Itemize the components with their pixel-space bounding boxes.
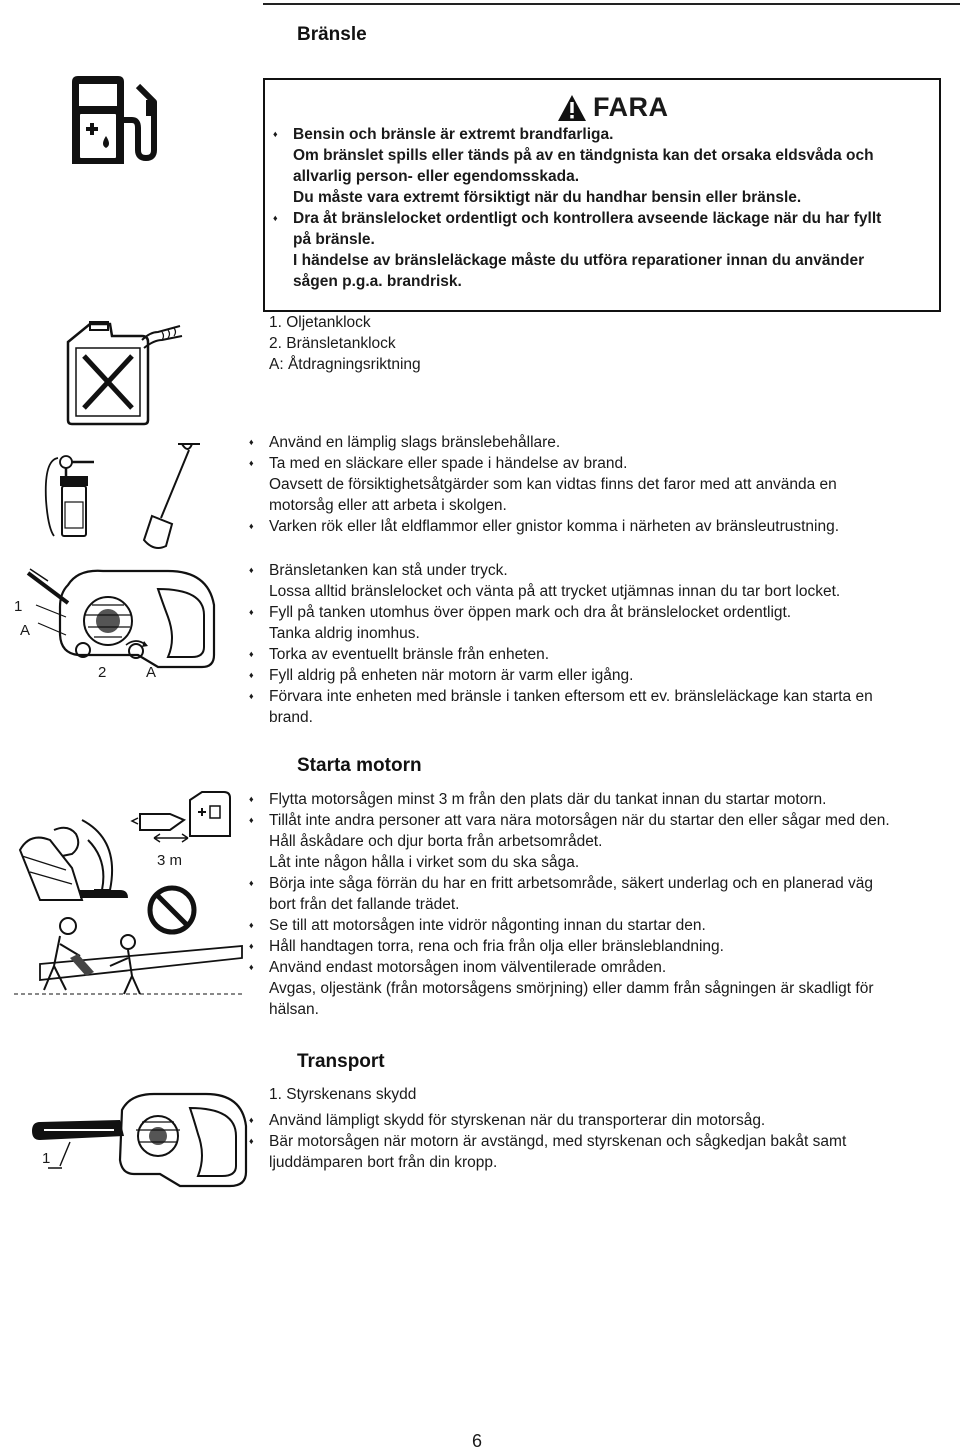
bullet-line: ♦ Bränsletanken kan stå under tryck. xyxy=(269,560,873,581)
danger-line: I händelse av bränsleläckage måste du utföra reparationer innan du använder xyxy=(293,252,865,269)
extinguisher-shovel-illustration xyxy=(36,440,226,555)
starting-distance-illustration xyxy=(10,780,245,1005)
page-number: 6 xyxy=(472,1431,483,1451)
bullet-line: bort från det fallande trädet. xyxy=(269,896,460,913)
figure-label: 1 xyxy=(14,598,23,615)
fuel-legend xyxy=(269,312,421,375)
bullet-line: ♦ Fyll aldrig på enheten när motorn är varm eller igång. xyxy=(269,665,873,686)
bullet-line: Håll åskådare och djur borta från arbetsområdet. xyxy=(269,833,603,850)
bullet-line: brand. xyxy=(269,709,313,726)
danger-line: Om bränslet spills eller tänds på av en tändgnista kan det orsaka eldsvåda och xyxy=(293,147,874,164)
top-rule xyxy=(263,3,960,5)
danger-line: sågen p.g.a. brandrisk. xyxy=(293,273,462,290)
bullet-line: ♦ Använd en lämplig slags bränslebehållare. xyxy=(269,432,839,453)
figure-label: 3 m xyxy=(157,852,183,869)
warning-triangle-icon xyxy=(557,94,587,122)
bullet-line: ♦ Använd endast motorsågen inom välventilerade områden. xyxy=(269,957,890,978)
bullet-line: motorsåg eller att arbeta i skolgen. xyxy=(269,497,507,514)
legend-item: 2. Bränsletanklock xyxy=(269,335,396,352)
figure-label: 1 xyxy=(42,1150,51,1167)
legend-item: 1. Oljetanklock xyxy=(269,314,371,331)
bullet-line: ♦ Förvara inte enheten med bränsle i tanken eftersom ett ev. bränsleläckage kan starta en xyxy=(269,686,873,707)
bullet-line: ♦ Se till att motorsågen inte vidrör någonting innan du startar den. xyxy=(269,915,890,936)
container-precautions xyxy=(269,432,839,537)
bullet-line: ♦ Använd lämpligt skydd för styrskenan när du transporterar din motorsåg. xyxy=(269,1110,846,1131)
fuel-pump-icon xyxy=(68,74,164,166)
figure-label: 2 xyxy=(98,664,107,681)
bullet-line: ♦ Fyll på tanken utomhus över öppen mark och dra åt bränslelocket ordentligt. xyxy=(269,602,873,623)
figure-label: A xyxy=(146,664,157,681)
bullet-line: Låt inte någon hålla i virket som du ska såga. xyxy=(269,854,580,871)
refuel-instructions xyxy=(269,560,873,728)
bullet-line: Oavsett de försiktighetsåtgärder som kan vidtas finns det faror med att använda en xyxy=(269,476,837,493)
danger-line: allvarlig person- eller egendomsskada. xyxy=(293,168,580,185)
danger-box xyxy=(263,78,941,312)
danger-title xyxy=(557,92,669,123)
danger-line: ♦ Bensin och bränsle är extremt brandfarliga. xyxy=(293,124,881,145)
section-title-transport: Transport xyxy=(297,1051,385,1072)
danger-text xyxy=(293,124,881,292)
fuel-can-illustration xyxy=(50,318,185,426)
bullet-line: ♦ Varken rök eller låt eldflammor eller gnistor komma i närheten av bränsleutrustning. xyxy=(269,516,839,537)
bullet-line: ♦ Ta med en släckare eller spade i händelse av brand. xyxy=(269,453,839,474)
bullet-line: ljuddämparen bort från din kropp. xyxy=(269,1154,498,1171)
bullet-line: hälsan. xyxy=(269,1001,319,1018)
bullet-line: ♦ Flytta motorsågen minst 3 m från den plats där du tankat innan du startar motorn. xyxy=(269,789,890,810)
transport-instructions xyxy=(269,1110,846,1173)
bullet-line: ♦ Torka av eventuellt bränsle från enheten. xyxy=(269,644,873,665)
section-title-start: Starta motorn xyxy=(297,755,422,776)
bullet-line: Lossa alltid bränslelocket och vänta på att trycket utjämnas innan du tar bort locket. xyxy=(269,583,841,600)
bullet-line: ♦ Tillåt inte andra personer att vara nära motorsågen när du startar den eller sågar med den. xyxy=(269,810,890,831)
figure-label: A xyxy=(20,622,31,639)
bullet-line: Avgas, oljestänk (från motorsågens smörjning) eller damm från sågningen är skadligt för xyxy=(269,980,874,997)
transport-legend xyxy=(269,1084,416,1105)
bullet-line: ♦ Börja inte såga förrän du har en fritt arbetsområde, säkert underlag och en planerad väg xyxy=(269,873,890,894)
legend-item: 1. Styrskenans skydd xyxy=(269,1086,417,1103)
legend-item: A: Åtdragningsriktning xyxy=(269,356,421,373)
danger-line: på bränsle. xyxy=(293,231,375,248)
danger-line: Du måste vara extremt försiktigt när du handhar bensin eller bränsle. xyxy=(293,189,802,206)
bullet-line: ♦ Bär motorsågen när motorn är avstängd, med styrskenan och sågkedjan bakåt samt xyxy=(269,1131,846,1152)
chainsaw-transport-illustration xyxy=(30,1082,255,1202)
section-title-fuel: Bränsle xyxy=(297,24,367,45)
bullet-line: Tanka aldrig inomhus. xyxy=(269,625,420,642)
bullet-line: ♦ Håll handtagen torra, rena och fria från olja eller bränsleblandning. xyxy=(269,936,890,957)
danger-line: ♦ Dra åt bränslelocket ordentligt och kontrollera avseende läckage när du har fyllt xyxy=(293,208,881,229)
danger-heading: FARA xyxy=(593,92,669,122)
starting-instructions xyxy=(269,789,890,1020)
chainsaw-caps-illustration xyxy=(8,555,228,685)
